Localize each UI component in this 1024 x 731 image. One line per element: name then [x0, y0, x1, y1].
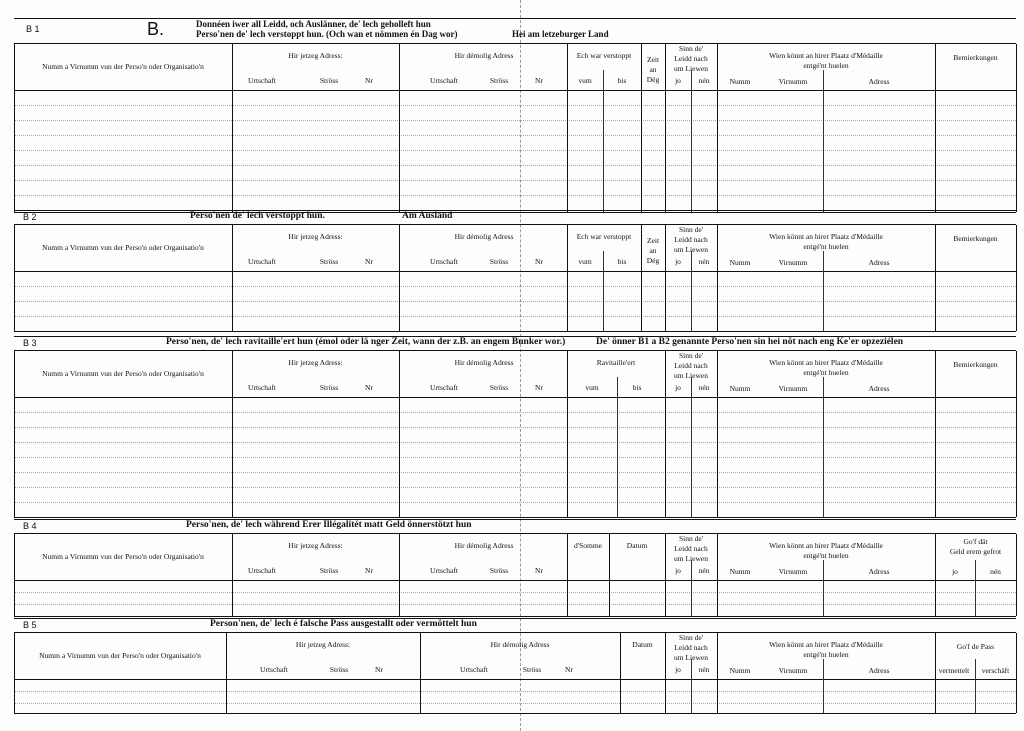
- section-title-bar: [14, 210, 1016, 225]
- section-letter: B.: [147, 19, 165, 39]
- col-vum: vum: [578, 257, 592, 266]
- col-numm: Numm: [729, 666, 751, 675]
- col-urtschaft: Urtschaft: [248, 383, 276, 392]
- col-nen: nén: [698, 665, 710, 674]
- col-an: an: [649, 246, 657, 255]
- col-gof-dat: Go'f dät: [963, 537, 988, 546]
- col-urtschaft: Urtschaft: [260, 665, 288, 674]
- table-row[interactable]: [14, 502, 1016, 503]
- col-virnumm: Virnumm: [778, 666, 808, 675]
- b1-header: [14, 44, 1016, 91]
- col-virnumm: Virnumm: [778, 258, 808, 267]
- table-row[interactable]: [14, 592, 1016, 593]
- col-leidd-nach: Leidd nach: [674, 235, 708, 244]
- col-wien-konnt: Wien könnt an hirer Plaatz d'Médaille: [769, 232, 883, 241]
- col-urtschaft: Urtschaft: [460, 665, 488, 674]
- col-stross: Ströss: [489, 257, 509, 266]
- b4-body: [14, 580, 1016, 617]
- col-hir-jetzeg: Hir jetzeg Adress:: [288, 232, 343, 241]
- col-bemierkungen: Bemierkungen: [953, 234, 998, 243]
- col-numm-virnumm: Numm a Virnumm vun der Perso'n oder Organisatio'n: [39, 651, 201, 660]
- col-ravitailleert: Ravitaille'ert: [596, 358, 636, 367]
- section-code: B 1: [26, 24, 40, 34]
- col-entgent: entgé'nt huelen: [803, 650, 849, 659]
- table-row[interactable]: [14, 135, 1016, 136]
- col-jo: jo: [675, 566, 681, 575]
- table-row[interactable]: [14, 286, 1016, 287]
- col-urtschaft: Urtschaft: [430, 566, 458, 575]
- col-numm-virnumm: Numm a Virnumm vun der Perso'n oder Organisatio'n: [42, 552, 204, 561]
- col-urtschaft: Urtschaft: [430, 257, 458, 266]
- col-zeit: Zeit: [646, 236, 660, 245]
- col-ech-war-verstoppt: Ech war verstoppt: [576, 232, 632, 241]
- col-jo: jo: [675, 665, 681, 674]
- col-leidd-nach: Leidd nach: [674, 54, 708, 63]
- b5-body: [14, 679, 1016, 714]
- col-leidd-nach: Leidd nach: [674, 643, 708, 652]
- col-sinn-de: Sinn de': [678, 633, 704, 642]
- col-wien-konnt: Wien könnt an hirer Plaatz d'Médaille: [769, 541, 883, 550]
- col-adress: Adress: [868, 666, 890, 675]
- section-title-bar: [14, 336, 1016, 351]
- table-row[interactable]: [14, 703, 1016, 704]
- col-urtschaft: Urtschaft: [248, 566, 276, 575]
- table-row[interactable]: [14, 604, 1016, 605]
- col-wien-konnt: Wien könnt an hirer Plaatz d'Médaille: [769, 51, 883, 60]
- col-jo: jo: [952, 567, 958, 576]
- col-hir-demolig: Hir démolig Adress: [454, 232, 514, 241]
- col-stross: Ströss: [319, 76, 339, 85]
- col-urtschaft: Urtschaft: [430, 383, 458, 392]
- col-um-liewen: um Liewen: [674, 371, 708, 380]
- col-jo: jo: [675, 257, 681, 266]
- section-code: B 4: [23, 521, 37, 531]
- col-adress: Adress: [868, 384, 890, 393]
- section-code: B 2: [23, 212, 37, 222]
- col-virnumm: Virnumm: [778, 567, 808, 576]
- col-datum: Datum: [632, 640, 653, 649]
- col-nen: nén: [698, 566, 710, 575]
- section-title: Perso'nen, de' lech ravitaille'ert hun (émol oder lä nger Zeit, wann der z.B. an engem Bunker wor.): [166, 337, 566, 347]
- col-adress: Adress: [868, 258, 890, 267]
- col-jo: jo: [675, 383, 681, 392]
- col-nr: Nr: [535, 76, 543, 85]
- col-deg: Dég: [646, 75, 660, 84]
- b1-body: [14, 90, 1016, 213]
- section-title: Person'nen, de' lech é falsche Pass ausgestallt oder vermöttelt hun: [210, 619, 477, 629]
- b3-body: [14, 397, 1016, 518]
- col-nen: nén: [698, 257, 710, 266]
- section-code: B 3: [23, 338, 37, 348]
- col-entgent: entgé'nt huelen: [803, 551, 849, 560]
- col-leidd-nach: Leidd nach: [674, 544, 708, 553]
- col-sinn-de: Sinn de': [678, 351, 704, 360]
- section-title-line1: Donnéen iwer all Leidd, och Auslänner, de' lech geholleft hun: [196, 19, 431, 29]
- col-vum: vum: [585, 383, 599, 392]
- col-virnumm: Virnumm: [778, 384, 808, 393]
- table-row[interactable]: [14, 105, 1016, 106]
- col-urtschaft: Urtschaft: [248, 76, 276, 85]
- b4-header: [14, 534, 1016, 581]
- col-nr: Nr: [365, 76, 373, 85]
- section-title-bar: [14, 18, 1016, 44]
- col-adress: Adress: [868, 567, 890, 576]
- col-verschaft: verschäft: [981, 666, 1010, 675]
- col-nr: Nr: [535, 383, 543, 392]
- col-um-liewen: um Liewen: [674, 245, 708, 254]
- section-title-suffix: Hei am letzeburger Land: [512, 29, 609, 39]
- col-stross: Ströss: [319, 257, 339, 266]
- col-nr: Nr: [365, 257, 373, 266]
- section-code: B 5: [23, 620, 37, 630]
- col-hir-jetzeg: Hir jetzeg Adress:: [288, 51, 343, 60]
- col-stross: Ströss: [489, 566, 509, 575]
- col-numm: Numm: [729, 567, 751, 576]
- col-stross: Ströss: [489, 76, 509, 85]
- col-um-liewen: um Liewen: [674, 554, 708, 563]
- b5-header: [14, 633, 1016, 680]
- col-vermettelt: vermettelt: [938, 666, 970, 675]
- section-title-line2: Perso'nen de' lech verstoppt hun. (Och wan et nömmen én Dag wor): [196, 29, 458, 39]
- col-hir-jetzeg: Hir jetzeg Adress:: [295, 640, 351, 649]
- col-zeit: Zeit: [646, 55, 660, 64]
- col-bemierkungen: Bemierkungen: [953, 360, 998, 369]
- table-row[interactable]: [14, 487, 1016, 488]
- section-title: Perso'nen de' lech verstoppt hun.: [190, 211, 325, 221]
- col-leidd-nach: Leidd nach: [674, 361, 708, 370]
- col-vum: vum: [578, 76, 592, 85]
- col-entgent: entgé'nt huelen: [803, 368, 849, 377]
- table-row[interactable]: [14, 316, 1016, 317]
- col-nr: Nr: [535, 257, 543, 266]
- col-bis: bis: [617, 257, 627, 266]
- table-row[interactable]: [14, 150, 1016, 151]
- section-title-bar: [14, 519, 1016, 534]
- table-row[interactable]: [14, 427, 1016, 428]
- col-sinn-de: Sinn de': [678, 225, 704, 234]
- col-numm: Numm: [729, 258, 751, 267]
- table-row[interactable]: [14, 442, 1016, 443]
- col-wien-konnt: Wien könnt an hirer Plaatz d'Médaille: [769, 358, 883, 367]
- col-hir-demolig: Hir démolig Adress: [454, 358, 514, 367]
- col-numm: Numm: [729, 77, 751, 86]
- col-nen: nén: [698, 76, 710, 85]
- col-hir-jetzeg: Hir jetzeg Adress:: [288, 358, 343, 367]
- table-row[interactable]: [14, 301, 1016, 302]
- section-title-bar: [14, 618, 1016, 633]
- col-nr: Nr: [535, 566, 543, 575]
- col-bis: bis: [632, 383, 642, 392]
- b2-body: [14, 271, 1016, 332]
- b3-header: [14, 351, 1016, 398]
- table-row[interactable]: [14, 457, 1016, 458]
- col-adress: Adress: [868, 77, 890, 86]
- section-title-suffix: De' önner B1 a B2 genannte Perso'nen sin hei nöt nach eng Ke'er opzeziélen: [596, 337, 904, 347]
- table-row[interactable]: [14, 691, 1016, 692]
- table-row[interactable]: [14, 472, 1016, 473]
- col-dsomme: d'Somme: [573, 541, 603, 550]
- col-um-liewen: um Liewen: [674, 653, 708, 662]
- col-sinn-de: Sinn de': [678, 44, 704, 53]
- col-nr: Nr: [365, 383, 373, 392]
- col-numm-virnumm: Numm a Virnumm vun der Perso'n oder Organisatio'n: [42, 369, 204, 378]
- col-an: an: [649, 65, 657, 74]
- section-title-suffix: Am Ausland: [402, 211, 453, 221]
- section-title: Perso'nen, de' lech während Erer Illégalitét matt Geld önnerstötzt hun: [186, 520, 472, 530]
- col-numm-virnumm: Numm a Virnumm vun der Perso'n oder Organisatio'n: [42, 243, 204, 252]
- col-geld-erem-gefrot: Geld erem gefrot: [949, 547, 1002, 556]
- col-hir-demolig: Hir démolig Adress: [454, 51, 514, 60]
- col-stross: Ströss: [522, 665, 542, 674]
- col-stross: Ströss: [489, 383, 509, 392]
- col-um-liewen: um Liewen: [674, 64, 708, 73]
- col-nr: Nr: [375, 665, 383, 674]
- col-hir-demolig: Hir démolig Adress: [454, 541, 514, 550]
- col-stross: Ströss: [319, 566, 339, 575]
- b2-header: [14, 225, 1016, 272]
- col-hir-demolig: Hir démolig Adress: [490, 640, 550, 649]
- col-jo: jo: [675, 76, 681, 85]
- col-entgent: entgé'nt huelen: [803, 61, 849, 70]
- table-row[interactable]: [14, 180, 1016, 181]
- col-nen: nén: [698, 383, 710, 392]
- col-bis: bis: [617, 76, 627, 85]
- col-urtschaft: Urtschaft: [430, 76, 458, 85]
- table-row[interactable]: [14, 195, 1016, 196]
- col-stross: Ströss: [329, 665, 349, 674]
- col-numm-virnumm: Numm a Virnumm vun der Perso'n oder Organisatio'n: [42, 62, 204, 71]
- table-row[interactable]: [14, 412, 1016, 413]
- col-datum: Datum: [626, 541, 648, 550]
- col-wien-konnt: Wien könnt an hirer Plaatz d'Médaille: [769, 640, 883, 649]
- col-hir-jetzeg: Hir jetzeg Adress:: [288, 541, 343, 550]
- col-bemierkungen: Bemierkungen: [953, 53, 998, 62]
- col-stross: Ströss: [319, 383, 339, 392]
- col-nr: Nr: [365, 566, 373, 575]
- table-row[interactable]: [14, 120, 1016, 121]
- col-gof-pass: Go'f de Pass: [956, 642, 995, 651]
- col-numm: Numm: [729, 384, 751, 393]
- col-sinn-de: Sinn de': [678, 534, 704, 543]
- table-row[interactable]: [14, 165, 1016, 166]
- col-nen: nén: [990, 567, 1001, 576]
- col-deg: Dég: [646, 256, 660, 265]
- col-virnumm: Virnumm: [778, 77, 808, 86]
- col-urtschaft: Urtschaft: [248, 257, 276, 266]
- col-ech-war-verstoppt: Ech war verstoppt: [576, 51, 632, 60]
- col-nr: Nr: [565, 665, 573, 674]
- col-entgent: entgé'nt huelen: [803, 242, 849, 251]
